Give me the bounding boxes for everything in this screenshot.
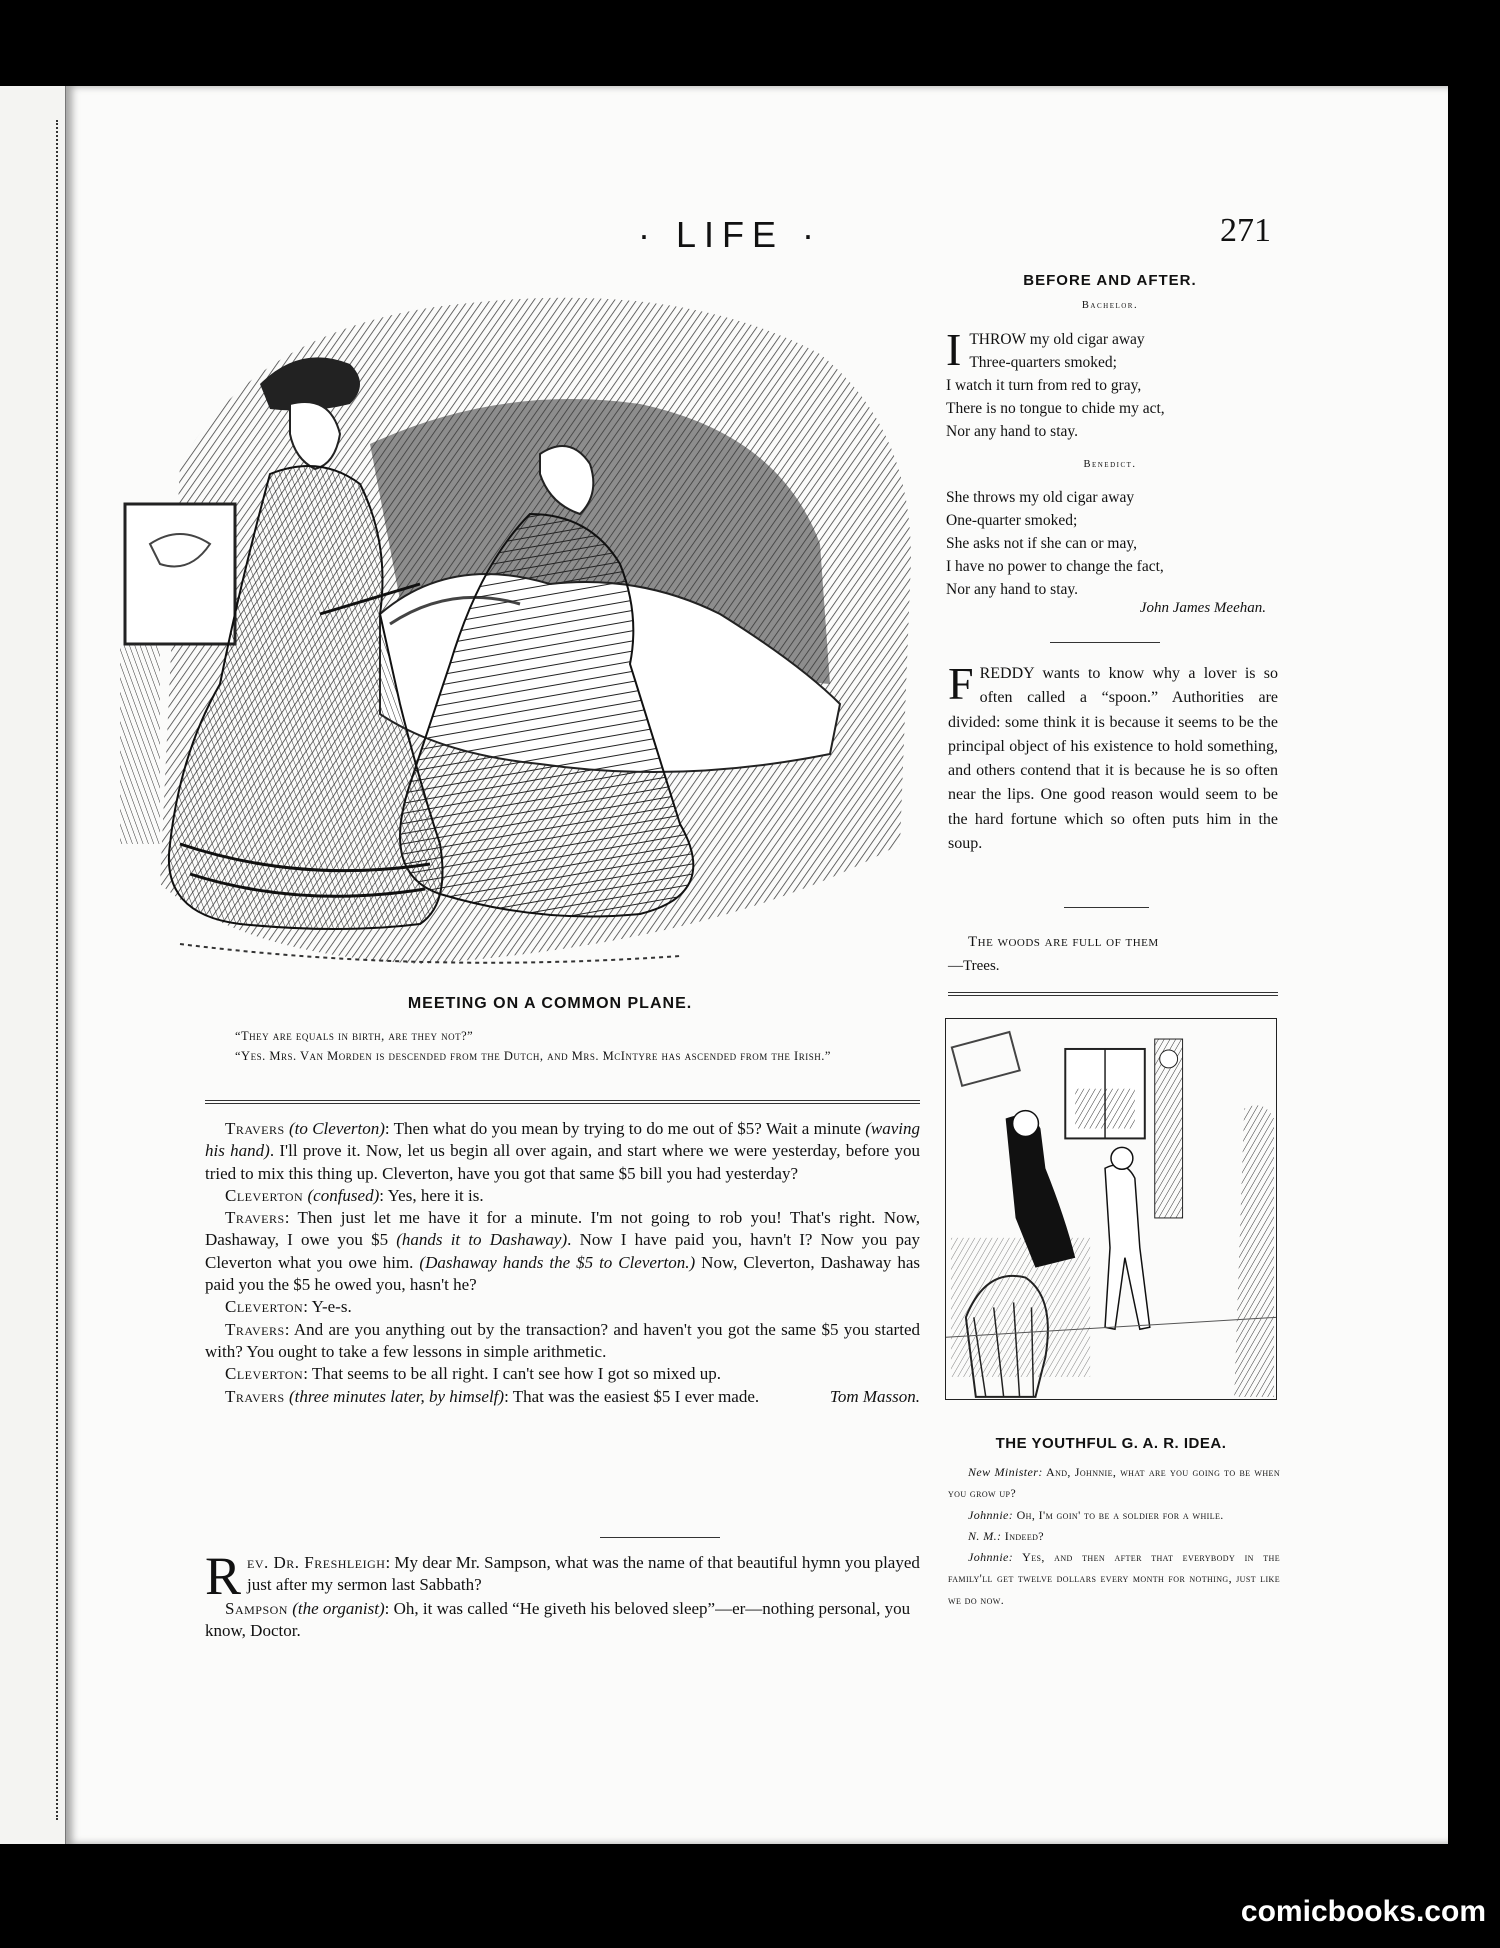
masthead: · LIFE · [637,214,822,255]
short-rule [1064,907,1149,908]
dialogue-paragraph: Travers (three minutes later, by himself): That was the easiest $5 I ever made. [225,1386,760,1406]
poem-line: THROW my old cigar away [969,331,1145,348]
drop-cap: R [205,1546,242,1606]
illustration-caption-title: THE YOUTHFUL G. A. R. IDEA. [995,1435,1227,1452]
dialogue-paragraph: Travers: Then just let me have it for a minute. I'm not going to rob you! That's right. Now, Dashaway, I owe you $5 (hands it to Dashaway). Now I have paid you, havn't I? Now you pay Cleverton what you owe him. (Dashaway hands the $5 to Cleverton.) Now, Cleverton, Dashaway has paid you the $5 he owed you, hasn't he? [205,1208,921,1295]
poem-line: I have no power to change the fact, [946,558,1164,575]
poem-line: I watch it turn from red to gray, [946,377,1142,394]
poem-line: Nor any hand to stay. [946,581,1079,598]
caption-line: Johnnie: Oh, I'm goin' to be a soldier for a while. [968,1507,1224,1522]
dialogue-article [205,1118,920,1408]
rev-paragraph: Rev. Dr. Freshleigh: My dear Mr. Sampson, what was the name of that beautiful hymn you played just after my sermon last Sabbath? [205,1546,920,1606]
poem-stanza-1 [946,324,1276,443]
poem-line: There is no tongue to chide my act, [946,400,1165,417]
illustration-minister-and-boy [945,1018,1277,1400]
illustration-caption-text [205,1026,920,1066]
poem-stanza-2 [946,486,1276,601]
double-rule [948,992,1278,996]
caption-line: N. M.: Indeed? [968,1528,1045,1543]
illustration-two-women [120,284,930,974]
woods-line: —Trees. [948,958,1000,974]
woods-joke [948,930,1278,978]
caption-line: “Yes. Mrs. Van Morden is descended from the Dutch, and Mrs. McIntyre has ascended from the Irish.” [235,1049,831,1063]
short-rule [1050,642,1160,643]
poem-subtitle-benedict: Benedict. [1083,459,1137,470]
dialogue-paragraph: Cleverton (confused): Yes, here it is. [225,1185,484,1205]
dialogue-paragraph: Travers (to Cleverton): Then what do you mean by trying to do me out of $5? Wait a minute (waving his hand). I'll prove it. Now, let us begin all over again, and start where we were yesterday, before you tried to mix this thing up. Cleverton, have you got that same $5 bill you had yesterday? [205,1119,920,1183]
caption-line: “They are equals in birth, are they not?” [235,1029,474,1043]
page-number: 271 [1220,212,1271,249]
rev-paragraph: Sampson (the organist): Oh, it was called “He giveth his beloved sleep”—er—nothing personal, you know, Doctor. [205,1599,911,1641]
poem-subtitle-bachelor: Bachelor. [1081,300,1139,311]
binding-stitch [56,120,64,1820]
dialogue-paragraph: Travers: And are you anything out by the transaction? and haven't you got the same $5 you started with? You ought to take a few lessons in simple arithmetic. [205,1319,920,1361]
woods-line: The woods are full of them [968,934,1159,950]
caption-line: New Minister: And, Johnnie, what are you going to be when you grow up? [948,1465,1280,1501]
poem-line: Three-quarters smoked; [969,354,1117,371]
author-signature: Tom Masson. [829,1386,920,1406]
dialogue-paragraph: Cleverton: Y-e-s. [225,1297,352,1317]
double-rule [205,1100,920,1104]
rev-freshleigh-article [205,1546,920,1643]
illustration-caption-title: MEETING ON A COMMON PLANE. [407,995,693,1012]
caption-line: Johnnie: Yes, and then after that everybody in the family'll get twelve dollars every month for nothing, just like we do now. [948,1550,1280,1607]
drop-cap: I [946,324,962,375]
poem-line: She asks not if she can or may, [946,535,1137,552]
poem-line: One-quarter smoked; [946,512,1078,529]
poem-signature: John James Meehan. [1139,600,1266,616]
freddy-text: REDDY wants to know why a lover is so often called a “spoon.” Authorities are divided: some think it is because it seems to be the principal object of his existence to hold something, and others contend that it is because he is so often near the lips. One good reason would seem to be the hard fortune which so often puts him in the soup. [948,665,1278,853]
drop-cap: F [948,658,974,709]
poem-title: BEFORE AND AFTER. [1023,272,1197,289]
illustration-caption-text [948,1462,1280,1611]
poem-line: Nor any hand to stay. [946,423,1079,440]
short-rule [600,1537,720,1538]
dialogue-paragraph: Cleverton: That seems to be all right. I can't see how I got so mixed up. [225,1364,721,1384]
freddy-paragraph [948,658,1278,856]
poem-line: She throws my old cigar away [946,489,1135,506]
site-watermark: comicbooks.com [1240,1895,1486,1928]
